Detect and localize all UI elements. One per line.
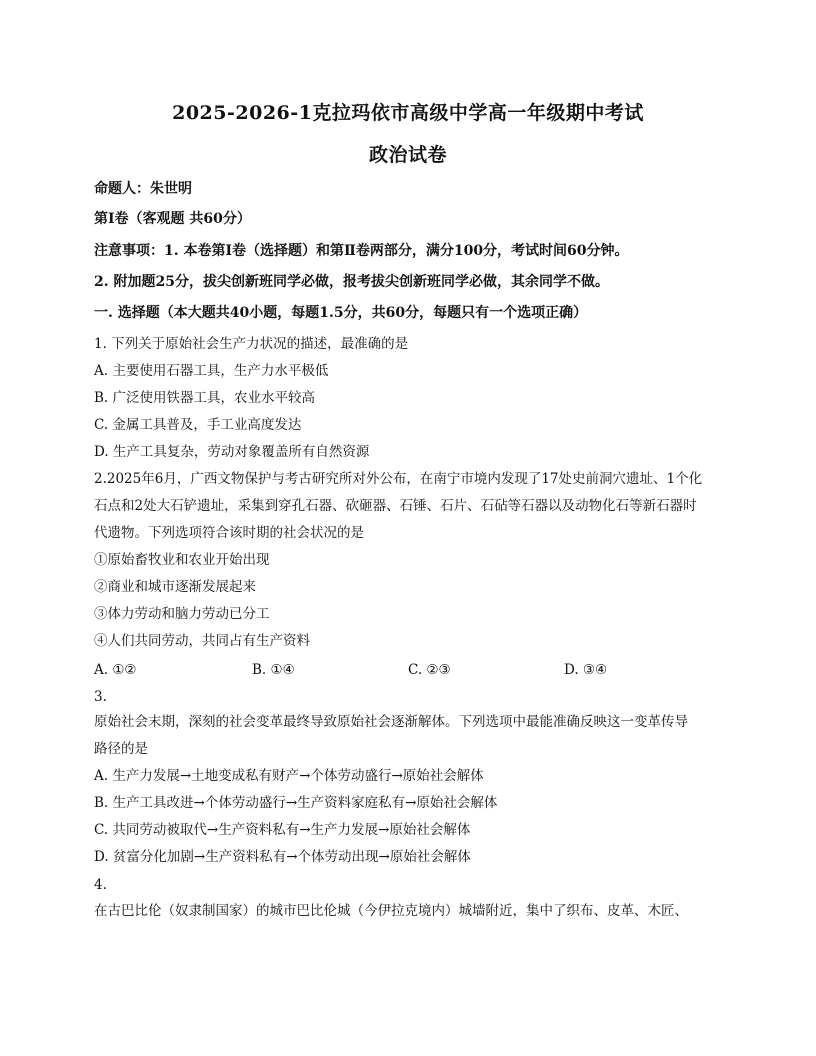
q4-number: 4.	[94, 877, 107, 893]
q2-stem-line-1: 2.2025年6月，广西文物保护与考古研究所对外公布，在南宁市境内发现了17处史前洞穴遗址、1个化	[94, 471, 703, 487]
q3-option-c: C. 共同劳动被取代→生产资料私有→生产力发展→原始社会解体	[94, 822, 471, 838]
author-line: 命题人：朱世明	[94, 181, 192, 197]
q3-option-d: D. 贫富分化加剧→生产资料私有→个体劳动出现→原始社会解体	[94, 849, 471, 865]
q1-option-b: B. 广泛使用铁器工具，农业水平较高	[94, 390, 316, 406]
q2-statement-4: ④人们共同劳动，共同占有生产资料	[94, 633, 310, 649]
q1-stem: 1. 下列关于原始社会生产力状况的描述，最准确的是	[94, 336, 409, 352]
q3-option-a: A. 生产力发展→土地变成私有财产→个体劳动盛行→原始社会解体	[94, 768, 484, 784]
note-line-1: 注意事项：1. 本卷第Ⅰ卷（选择题）和第Ⅱ卷两部分，满分100分，考试时间60分钟。	[94, 243, 629, 259]
part-heading: 第Ⅰ卷（客观题 共60分）	[94, 211, 251, 227]
q4-stem-line-1: 在古巴比伦（奴隶制国家）的城市巴比伦城（今伊拉克境内）城墙附近，集中了织布、皮革、木匠、	[94, 903, 688, 919]
q2-option-c: C. ②③	[408, 662, 451, 678]
q2-option-a: A. ①②	[94, 662, 137, 678]
q2-option-b: B. ①④	[252, 662, 295, 678]
q1-option-a: A. 主要使用石器工具，生产力水平极低	[94, 363, 329, 379]
q3-number: 3.	[94, 689, 107, 705]
q2-stem-line-3: 代遗物。下列选项符合该时期的社会状况的是	[94, 525, 364, 541]
q3-stem-line-2: 路径的是	[94, 741, 148, 757]
q2-stem-line-2: 石点和2处大石铲遗址，采集到穿孔石器、砍砸器、石锤、石片、石砧等石器以及动物化石等新石器时	[94, 498, 697, 514]
note-line-2: 2. 附加题25分，拔尖创新班同学必做，报考拔尖创新班同学必做，其余同学不做。	[94, 274, 609, 290]
exam-title: 2025-2026-1克拉玛依市高级中学高一年级期中考试	[172, 102, 644, 124]
q2-option-d: D. ③④	[564, 662, 608, 678]
q2-statement-3: ③体力劳动和脑力劳动已分工	[94, 606, 270, 622]
q1-option-d: D. 生产工具复杂，劳动对象覆盖所有自然资源	[94, 444, 370, 460]
q2-statement-1: ①原始畜牧业和农业开始出现	[94, 552, 270, 568]
q2-statement-2: ②商业和城市逐渐发展起来	[94, 579, 256, 595]
q3-option-b: B. 生产工具改进→个体劳动盛行→生产资料家庭私有→原始社会解体	[94, 795, 498, 811]
q3-stem-line-1: 原始社会末期，深刻的社会变革最终导致原始社会逐渐解体。下列选项中最能准确反映这一变革传导	[94, 714, 688, 730]
q1-option-c: C. 金属工具普及，手工业高度发达	[94, 417, 302, 433]
exam-subtitle: 政治试卷	[368, 144, 447, 166]
section-heading: 一. 选择题（本大题共40小题，每题1.5分，共60分，每题只有一个选项正确）	[94, 305, 588, 321]
